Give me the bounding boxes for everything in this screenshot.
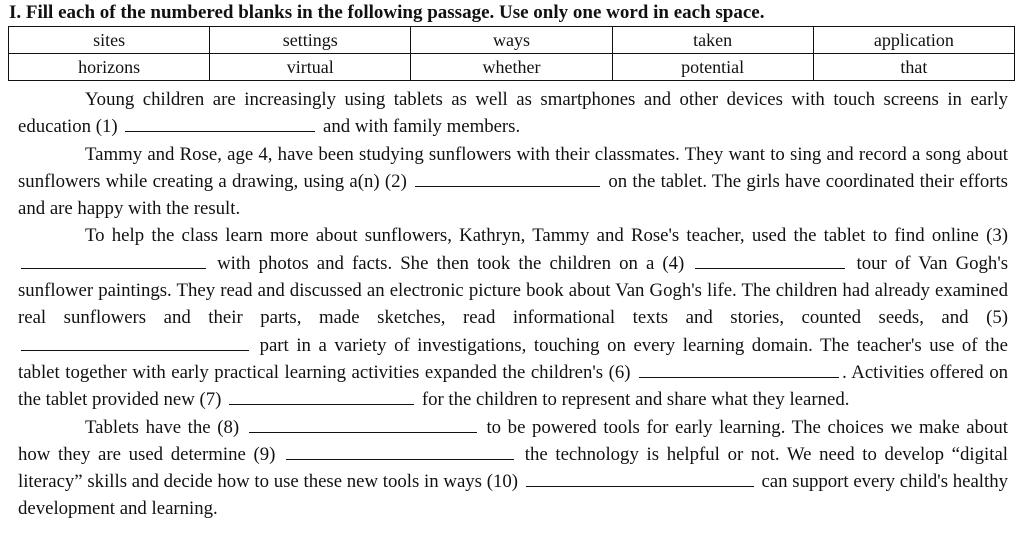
word-bank-cell: potential — [612, 54, 813, 81]
passage-text: part in a variety of investigations, touching on every learning domain. The teacher's use of the tablet together with early practical learning activities expanded the children's (6) — [18, 334, 1008, 383]
blank-6[interactable] — [639, 360, 839, 378]
word-bank-table — [8, 26, 1015, 81]
exercise-heading: I. Fill each of the numbered blanks in the following passage. Use only one word in each space. — [9, 2, 765, 23]
word-bank-cell: settings — [210, 27, 411, 54]
blank-3[interactable] — [21, 251, 206, 269]
passage-text: the technology is helpful or not. We need to develop “digital literacy” skills and decide how to use these new tools in ways (10) — [18, 443, 1009, 493]
passage-text: Tammy and Rose, age 4, have been studying sunflowers with their classmates. They want to sing and record a song about sunflowers while creating a drawing, using a(n) (2) — [18, 143, 1008, 192]
word-bank-cell: taken — [612, 27, 813, 54]
paragraph-4 — [18, 414, 1008, 523]
word-bank-cell: horizons — [9, 54, 210, 81]
word-bank-row — [9, 54, 1015, 81]
passage-text: with photos and facts. She then took the children on a (4) — [217, 252, 685, 274]
blank-10[interactable] — [526, 469, 754, 487]
word-bank-row — [9, 27, 1015, 54]
blank-9[interactable] — [286, 442, 514, 460]
paragraph-3 — [18, 222, 1008, 413]
blank-8[interactable] — [249, 415, 477, 433]
passage-text: . Activities offered on the tablet provided new (7) — [18, 361, 1009, 411]
paragraph-2 — [18, 141, 1008, 223]
paragraph-1 — [18, 86, 1008, 141]
passage-text: tour of Van Gogh's sunflower paintings. They read and discussed an electronic picture book about Van Gogh's life. The children had already examined real sunflowers and their parts, made sketches, read informational texts and stories, counted seeds, and (5) — [18, 252, 1009, 329]
passage-text: can support every child's healthy development and learning. — [18, 471, 1009, 520]
word-bank-cell: that — [813, 54, 1014, 81]
blank-4[interactable] — [695, 251, 845, 269]
blank-1[interactable] — [125, 114, 315, 132]
blank-5[interactable] — [21, 333, 249, 351]
word-bank-cell: whether — [411, 54, 612, 81]
passage-text: Young children are increasingly using tablets as well as smartphones and other devices with touch screens in early education (1) — [18, 89, 1008, 138]
passage-text: on the tablet. The girls have coordinated their efforts and are happy with the result. — [18, 170, 1008, 220]
passage-text: To help the class learn more about sunflowers, Kathryn, Tammy and Rose's teacher, used the tablet to find online (3) — [85, 225, 1008, 247]
passage-text: to be powered tools for early learning. The choices we make about how they are used determine (9) — [18, 416, 1009, 465]
blank-7[interactable] — [229, 387, 414, 405]
word-bank-cell: ways — [411, 27, 612, 54]
word-bank-cell: virtual — [210, 54, 411, 81]
passage-text: Tablets have the (8) — [85, 416, 240, 438]
blank-2[interactable] — [415, 169, 600, 187]
passage-text: and with family members. — [323, 116, 521, 138]
word-bank-cell: application — [813, 27, 1014, 54]
passage-text: for the children to represent and share what they learned. — [421, 389, 850, 411]
word-bank-cell: sites — [9, 27, 210, 54]
passage — [18, 86, 1008, 523]
